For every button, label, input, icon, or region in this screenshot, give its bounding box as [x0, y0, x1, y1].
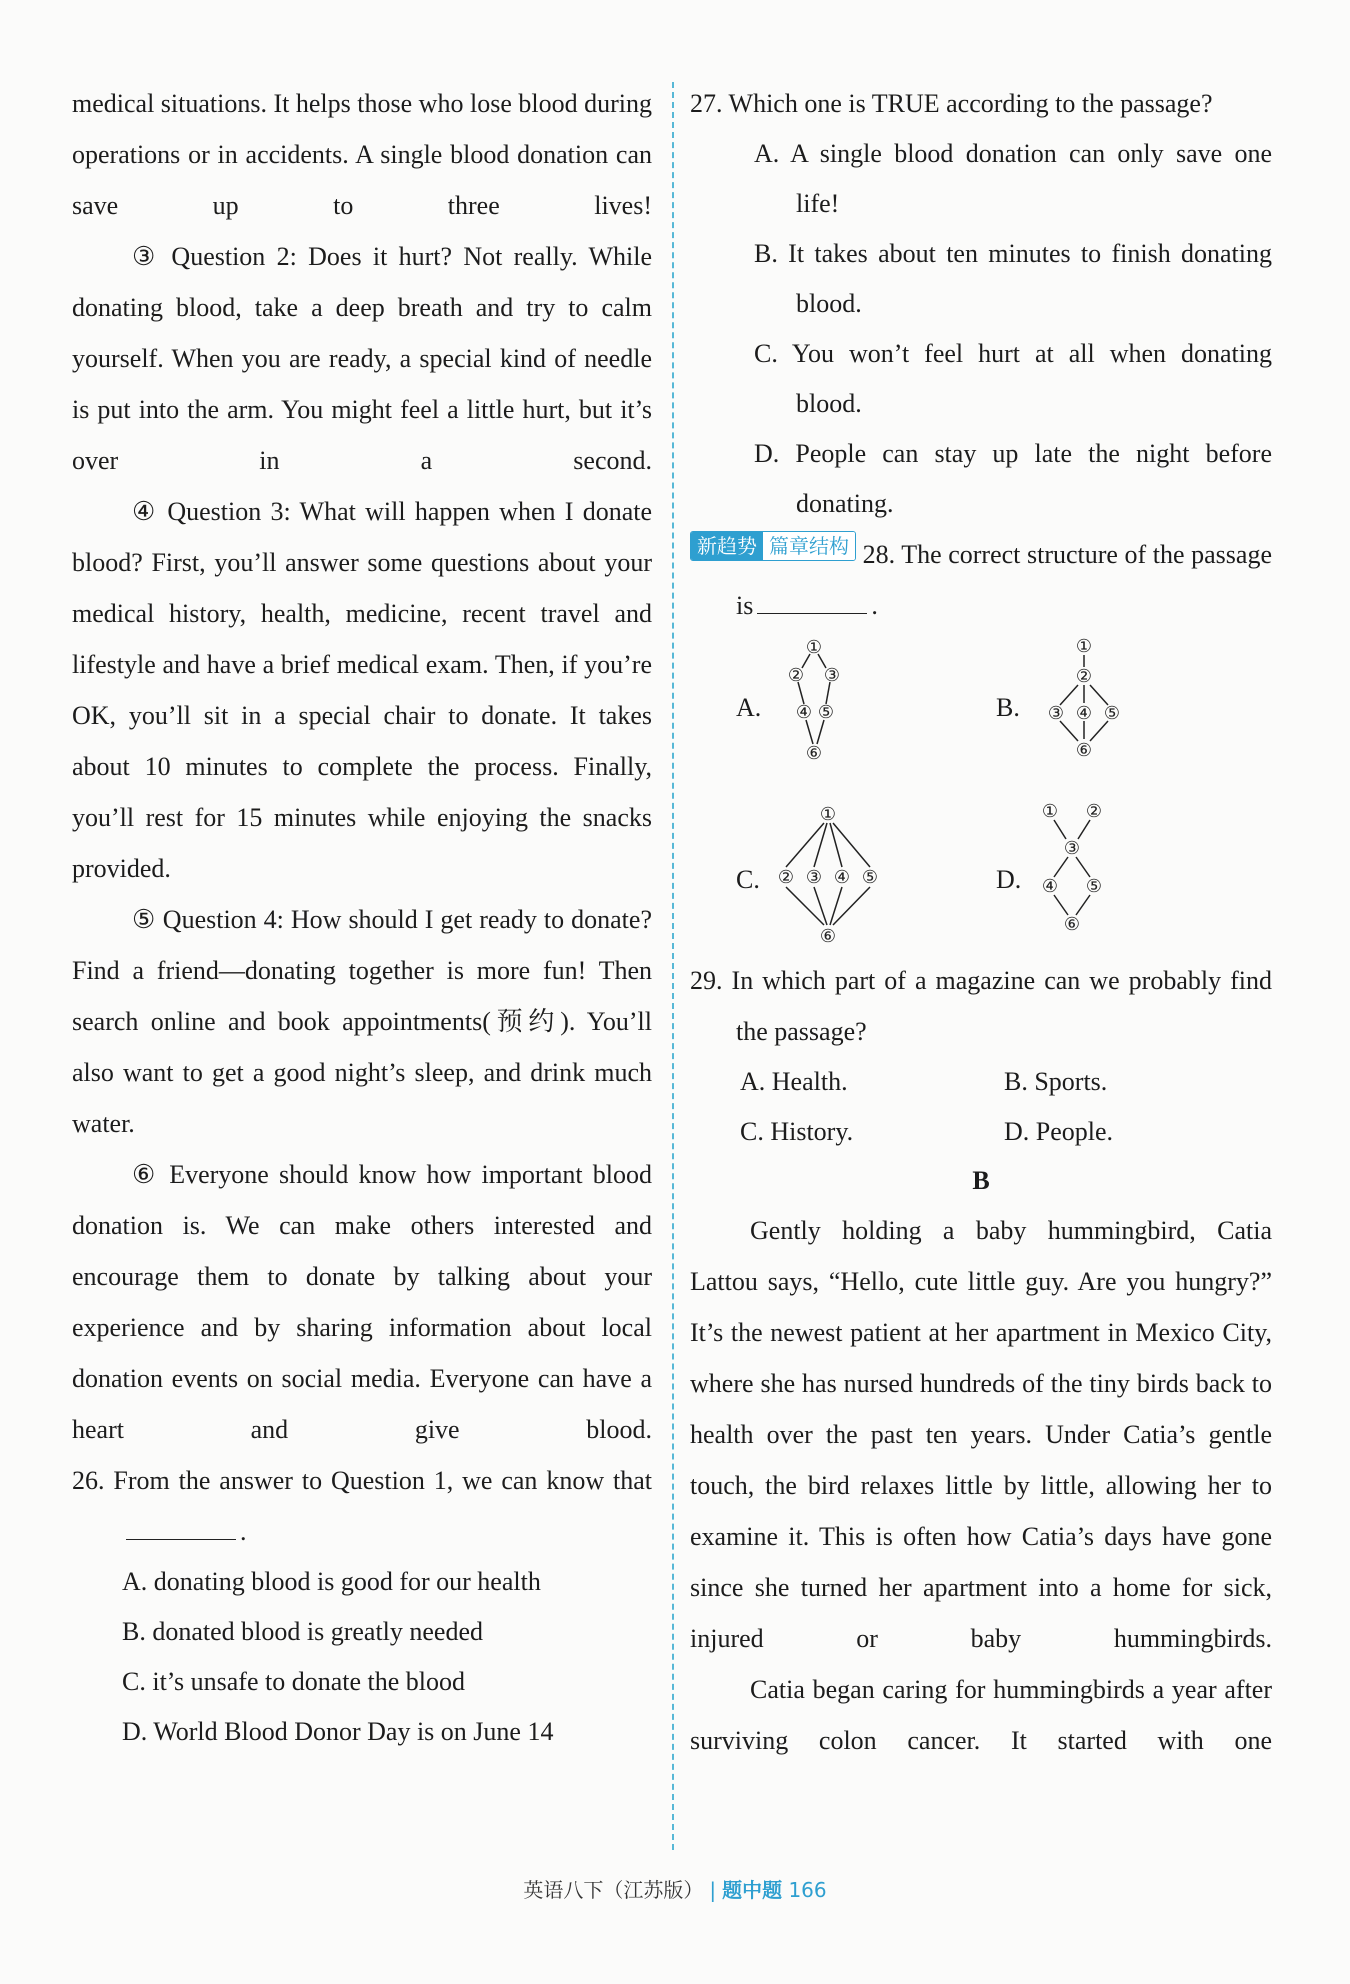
option-26-a[interactable]: A. donating blood is good for our health	[122, 1567, 541, 1596]
question-29-number: 29.	[690, 966, 723, 995]
node: ⑥	[819, 926, 837, 946]
node: ③	[805, 867, 823, 887]
diagram-d-label[interactable]: D.	[996, 865, 1022, 894]
answer-blank[interactable]	[126, 1519, 236, 1540]
diagram-d[interactable]	[1024, 799, 1144, 959]
diagram-c[interactable]	[766, 803, 906, 955]
tag-new-trend: 新趋势	[691, 532, 763, 560]
node: ④	[795, 702, 813, 722]
page-number: 166	[788, 1878, 827, 1902]
question-28-text: The correct structure of the passage is	[736, 540, 1272, 620]
question-28-number: 28.	[862, 540, 896, 569]
passage-b-paragraph-2: Catia began caring for hummingbirds a year after surviving colon cancer. It started with one	[690, 1675, 1272, 1755]
new-trend-tag	[690, 531, 856, 561]
structure-diagrams	[690, 635, 1272, 955]
question-26-number: 26.	[72, 1466, 105, 1495]
footer-separator: |	[709, 1878, 717, 1902]
node: ⑥	[1063, 914, 1081, 934]
question-26-text: From the answer to Question 1, we can know that	[113, 1466, 652, 1495]
node: ③	[1063, 838, 1081, 858]
answer-blank[interactable]	[757, 593, 867, 614]
option-27-d[interactable]: D. People can stay up late the night before donating.	[754, 439, 1272, 518]
passage-paragraph-6: ⑥ Everyone should know how important blood donation is. We can make others interested and encourage them to donate by talking about your experience and by sharing information about local donation events on social media. Everyone can have a heart and give blood.	[72, 1160, 652, 1444]
node: ⑤	[1103, 703, 1121, 723]
option-29-a[interactable]: A. Health.	[740, 1067, 848, 1096]
option-29-b[interactable]: B. Sports.	[1004, 1067, 1108, 1096]
option-27-a[interactable]: A. A single blood donation can only save one life!	[754, 139, 1272, 218]
question-27-stem	[690, 78, 1272, 129]
footer-brand: 题中题	[722, 1878, 783, 1902]
question-27-text: Which one is TRUE according to the passage?	[728, 89, 1213, 118]
node: ⑤	[1085, 876, 1103, 896]
passage-paragraph-1-continued: medical situations. It helps those who lose blood during operations or in accidents. A single blood donation can save up to three lives!	[72, 89, 652, 220]
left-column	[72, 78, 652, 1757]
option-27-c[interactable]: C. You won’t feel hurt at all when donating blood.	[754, 339, 1272, 418]
question-27-number: 27.	[690, 89, 723, 118]
option-26-c[interactable]: C. it’s unsafe to donate the blood	[122, 1667, 466, 1696]
question-26-end: .	[240, 1517, 247, 1546]
node: ③	[823, 665, 841, 685]
node: ②	[1075, 666, 1093, 686]
options-row-2	[690, 1107, 1272, 1157]
node: ④	[1041, 876, 1059, 896]
node: ①	[1041, 801, 1059, 821]
node: ⑤	[861, 867, 879, 887]
node: ②	[777, 867, 795, 887]
diagram-c-label[interactable]: C.	[736, 865, 760, 894]
options-row-1	[690, 1057, 1272, 1107]
option-27-b[interactable]: B. It takes about ten minutes to finish donating blood.	[754, 239, 1272, 318]
node: ③	[1047, 703, 1065, 723]
node: ④	[1075, 703, 1093, 723]
question-29	[690, 955, 1272, 1157]
section-b-title: B	[972, 1166, 990, 1195]
page-footer	[0, 1874, 1350, 1903]
question-29-stem	[690, 955, 1272, 1057]
question-28	[690, 529, 1272, 955]
diagram-a[interactable]	[764, 635, 884, 785]
node: ②	[787, 665, 805, 685]
passage-paragraph-5: ⑤ Question 4: How should I get ready to donate? Find a friend—donating together is more fun! Then search online and book appointments(预约). You’ll also want to get a good night’s sleep, and drink much water.	[72, 905, 652, 1138]
passage-paragraph-4: ④ Question 3: What will happen when I donate blood? First, you’ll answer some questions about your medical history, health, medicine, recent travel and lifestyle and have a brief medical exam. Then, if you’re OK, you’ll sit in a special chair to donate. It takes about 10 minutes to complete the process. Finally, you’ll rest for 15 minutes while enjoying the snacks provided.	[72, 497, 652, 883]
diagram-b-label[interactable]: B.	[996, 693, 1020, 722]
column-divider	[672, 82, 674, 1850]
node: ⑤	[817, 702, 835, 722]
node: ⑥	[1075, 740, 1093, 760]
option-26-d[interactable]: D. World Blood Donor Day is on June 14	[122, 1717, 554, 1746]
question-28-end: .	[871, 591, 878, 620]
option-29-c[interactable]: C. History.	[740, 1117, 854, 1146]
node: ①	[819, 804, 837, 824]
node: ④	[833, 867, 851, 887]
option-26-b[interactable]: B. donated blood is greatly needed	[122, 1617, 484, 1646]
question-27	[690, 78, 1272, 529]
question-28-stem	[690, 529, 1272, 631]
footer-book-title: 英语八下（江苏版）	[523, 1878, 704, 1902]
node: ⑥	[805, 743, 823, 763]
passage-b-paragraph-1: Gently holding a baby hummingbird, Catia Lattou says, “Hello, cute little guy. Are you hungry?” It’s the newest patient at her apartment in Mexico City, where she has nursed hundreds of the tiny birds back to health over the past ten years. Under Catia’s gentle touch, the bird relaxes little by little, allowing her to examine it. This is often how Catia’s days have gone since she turned her apartment into a home for sick, injured or baby hummingbirds.	[690, 1216, 1272, 1653]
right-column	[690, 78, 1272, 1766]
question-26	[72, 1455, 652, 1757]
diagram-b[interactable]	[1020, 635, 1160, 785]
node: ②	[1085, 801, 1103, 821]
node: ①	[805, 637, 823, 657]
question-26-stem	[72, 1455, 652, 1557]
diagram-a-label[interactable]: A.	[736, 693, 762, 722]
question-29-text: In which part of a magazine can we probably find the passage?	[731, 966, 1272, 1046]
node: ①	[1075, 636, 1093, 656]
tag-text-structure: 篇章结构	[763, 532, 855, 560]
option-29-d[interactable]: D. People.	[1004, 1117, 1114, 1146]
passage-paragraph-3: ③ Question 2: Does it hurt? Not really. While donating blood, take a deep breath and try to calm yourself. When you are ready, a special kind of needle is put into the arm. You might feel a little hurt, but it’s over in a second.	[72, 242, 652, 475]
